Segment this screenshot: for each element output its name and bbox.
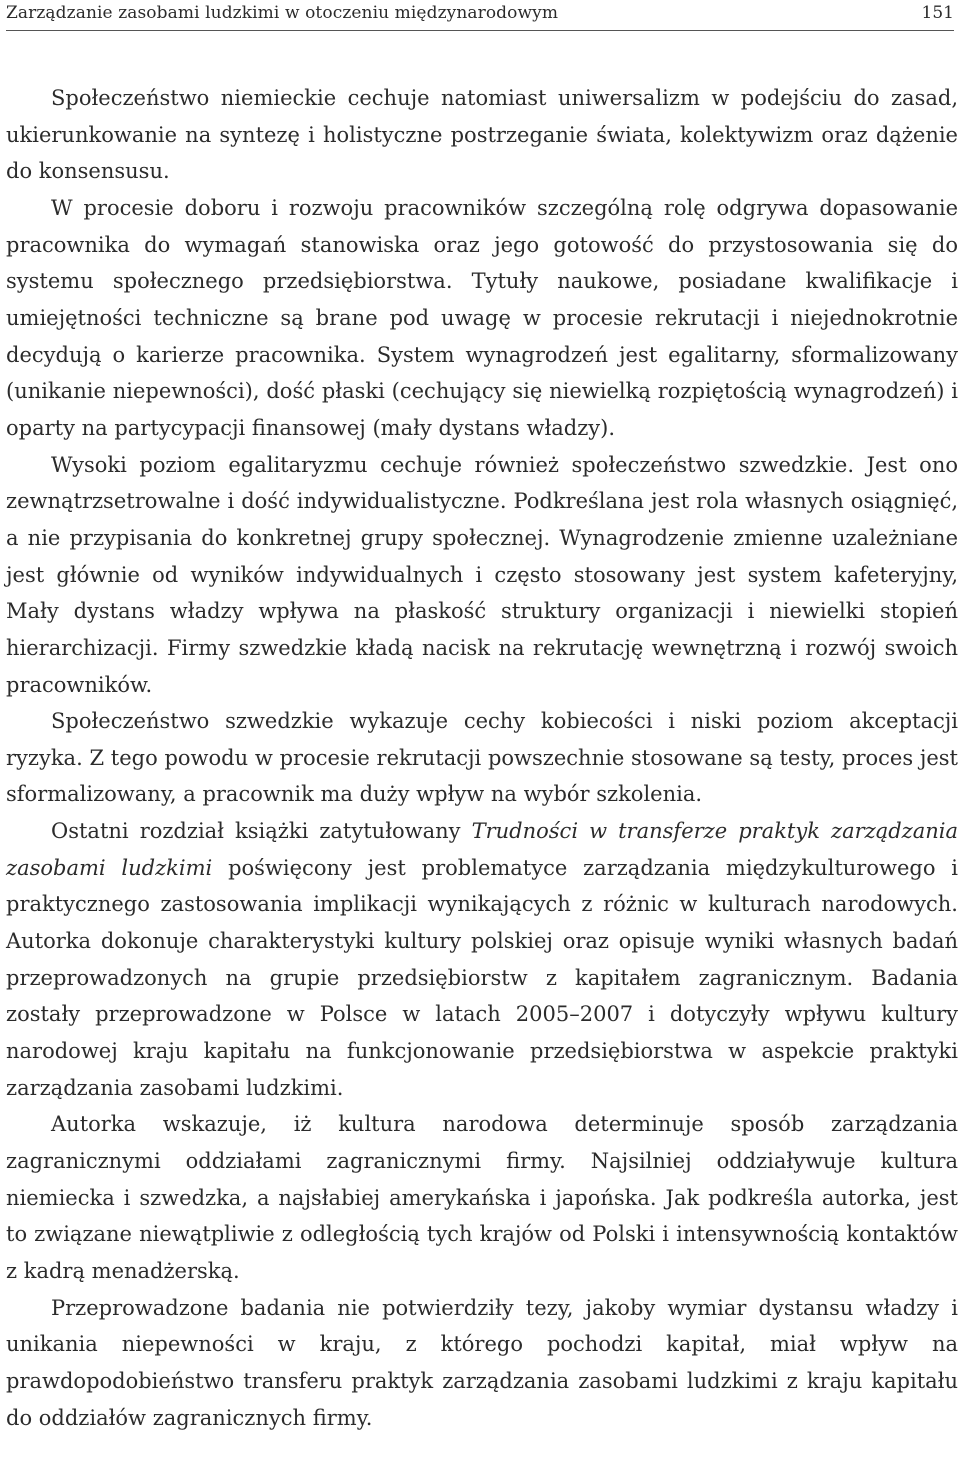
paragraph: Przeprowadzone badania nie potwierdziły tezy, jakoby wymiar dystansu władzy i unikania niepewności w kraju, z którego pochodzi kapitał, miał wpływ na prawdopodobieństwo transferu praktyk zarządzania zasobami ludzkimi z kraju kapitału do oddziałów zagranicznych firmy. <box>6 1295 958 1430</box>
paragraph-text: poświęcony jest problematyce zarządzania międzykulturowego i praktycznego zastosowania implikacji wynikających z różnic w kulturach narodowych. Autorka dokonuje charakterystyki kultury polskiej oraz opisuje wyniki własnych badań przeprowadzonych na grupie przedsiębiorstw z kapitałem zagranicznym. Badania zostały przeprowadzone w Polsce w latach 2005–2007 i dotyczyły wpływu kultury narodowej kraju kapitału na funkcjonowanie przedsiębiorstwa w aspekcie praktyki zarządzania zasobami ludzkimi. <box>6 855 959 1100</box>
paragraph-text: Ostatni rozdział książki zatytułowany <box>51 819 472 844</box>
paragraph: Społeczeństwo szwedzkie wykazuje cechy kobiecości i niski poziom akceptacji ryzyka. Z tego powodu w procesie rekrutacji powszechnie stosowane są testy, proces jest sformalizowany, a pracownik ma duży wpływ na wybór szkolenia. <box>6 709 958 807</box>
paragraph: Wysoki poziom egalitaryzmu cechuje również społeczeństwo szwedzkie. Jest ono zewnątrzsetrowalne i dość indywidualistyczne. Podkreślana jest rola własnych osiągnięć, a nie przypisania do konkretnej grupy społecznej. Wynagrodzenie zmienne uzależniane jest głównie od wyników indywidualnych i często stosowany jest system kafeteryjny, Mały dystans władzy wpływa na płaskość struktury organizacji i niewielki stopień hierarchizacji. Firmy szwedzkie kładą nacisk na rekrutację wewnętrzną i rozwój swoich pracowników. <box>6 452 958 697</box>
page-number: 151 <box>921 3 954 23</box>
book-chapter-title: Trudności w transferze praktyk zarządzania zasobami ludzkimi <box>6 819 959 880</box>
running-title: Zarządzanie zasobami ludzkimi w otoczeniu międzynarodowym <box>6 3 559 23</box>
paragraph: Społeczeństwo niemieckie cechuje natomiast uniwersalizm w podejściu do zasad, ukierunkowanie na syntezę i holistyczne postrzeganie świata, kolektywizm oraz dążenie do konsensusu. <box>6 86 958 184</box>
paragraph: Autorka wskazuje, iż kultura narodowa determinuje sposób zarządzania zagranicznymi oddziałami zagranicznymi firmy. Najsilniej oddziaływuje kultura niemiecka i szwedzka, a najsłabiej amerykańska i japońska. Jak podkreśla autorka, jest to związane niewątpliwie z odległością tych krajów od Polski i intensywnością kontaktów z kadrą menadżerską. <box>6 1112 958 1283</box>
paragraph: W procesie doboru i rozwoju pracowników szczególną rolę odgrywa dopasowanie pracownika do wymagań stanowiska oraz jego gotowość do przystosowania się do systemu społecznego przedsiębiorstwa. Tytuły naukowe, posiadane kwalifikacje i umiejętności techniczne są brane pod uwagę w procesie rekrutacji i niejednokrotnie decydują o karierze pracownika. System wynagrodzeń jest egalitarny, sformalizowany (unikanie niepewności), dość płaski (cechujący się niewielką rozpiętością wynagrodzeń) i oparty na partycypacji finansowej (mały dystans władzy). <box>6 195 958 440</box>
running-header <box>6 0 954 31</box>
body-text <box>6 80 958 1436</box>
paragraph <box>6 813 958 1106</box>
